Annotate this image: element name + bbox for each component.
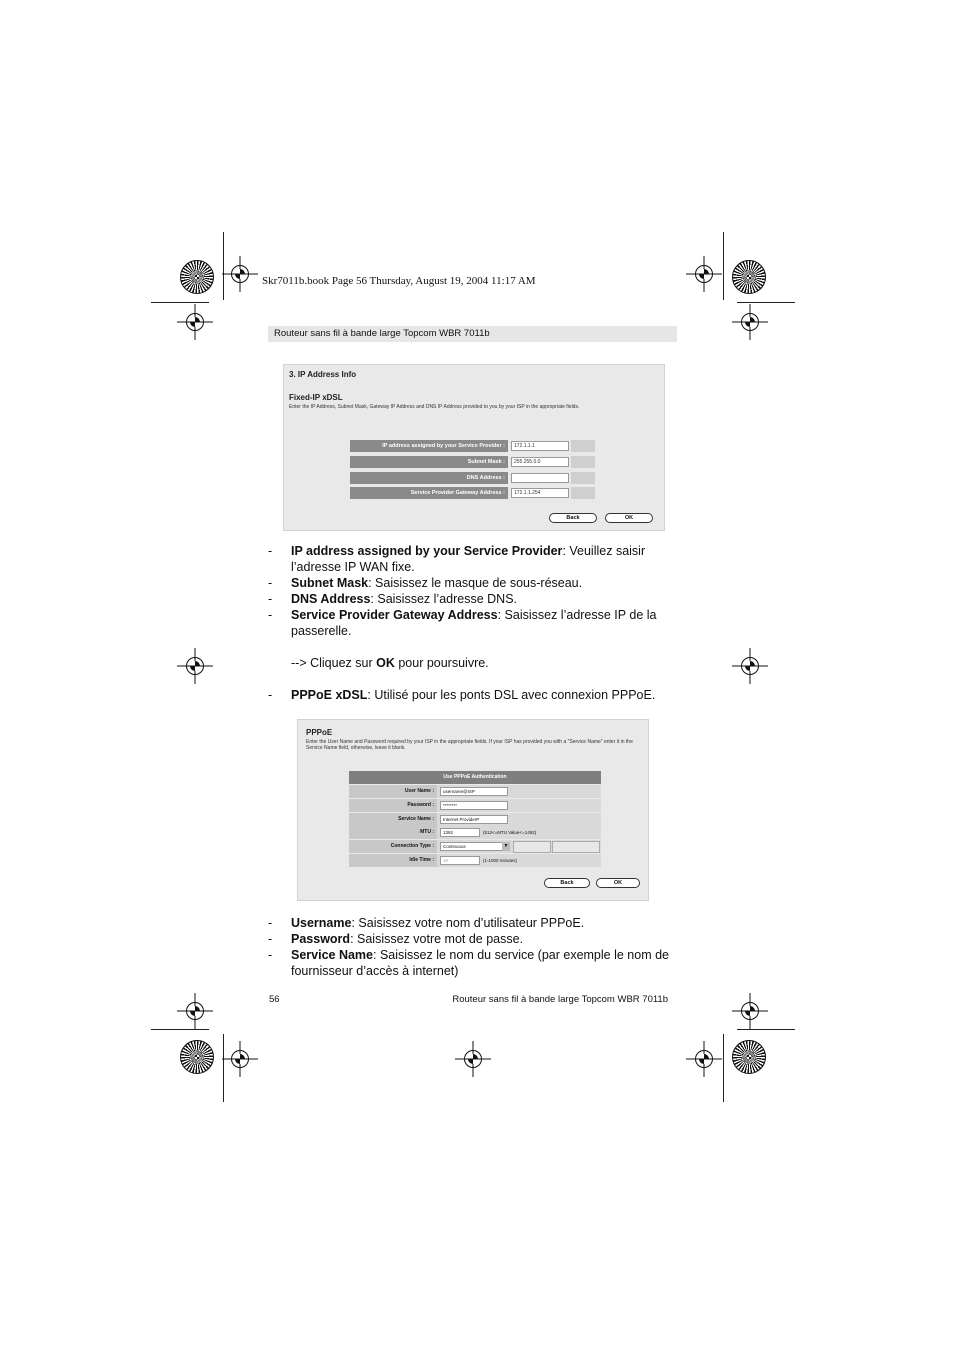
field-label: Subnet Mask : xyxy=(350,456,508,468)
field-row xyxy=(350,487,595,499)
crop-line xyxy=(737,1029,795,1030)
table-row xyxy=(349,785,601,798)
field-label: Service Provider Gateway Address : xyxy=(350,487,508,499)
bullet-dash: - xyxy=(268,948,273,962)
subtitle: Fixed-IP xDSL xyxy=(289,393,343,402)
term-desc: : Saisissez votre nom d’utilisateur PPPoE. xyxy=(351,916,585,930)
pppoe-description: Enter the User Name and Password required by your ISP in the appropriate fields. If your ISP has provided you with a "Service Name" enter it in the Service Name field, otherwise, leave it blank. xyxy=(306,739,633,751)
term: DNS Address xyxy=(291,592,371,606)
list-item xyxy=(291,607,681,639)
bullet-dash: - xyxy=(268,544,273,558)
ok-button[interactable]: OK xyxy=(605,513,653,523)
row-tail xyxy=(571,487,595,499)
term: Subnet Mask xyxy=(291,576,369,590)
fixed-ip-screenshot xyxy=(283,364,665,531)
registration-mark xyxy=(741,1002,759,1020)
bullet-dash: - xyxy=(268,932,273,946)
term-desc: : Saisissez votre mot de passe. xyxy=(350,932,524,946)
back-button[interactable]: Back xyxy=(544,878,590,888)
field-label: IP address assigned by your Service Provider : xyxy=(350,440,508,452)
section-title: 3. IP Address Info xyxy=(289,370,357,379)
term-desc: : Saisissez le nom du service (par exemple le nom de fournisseur d’accès à internet) xyxy=(291,948,669,978)
list-item xyxy=(291,543,681,575)
mtu-note: (512<=MTU Value<=1492) xyxy=(483,830,537,835)
crop-line xyxy=(151,302,209,303)
color-wheel-mark xyxy=(732,1040,766,1074)
connection-type-select[interactable]: Continuous xyxy=(440,842,510,851)
term: Username xyxy=(291,916,352,930)
click-instruction xyxy=(291,655,681,671)
color-wheel-mark xyxy=(180,260,214,294)
back-button[interactable]: Back xyxy=(549,513,597,523)
term-desc: : Saisissez le masque de sous-réseau. xyxy=(368,576,583,590)
click-post: pour poursuivre. xyxy=(394,656,489,670)
mtu-input[interactable]: 1392 xyxy=(440,828,480,837)
service-name-input[interactable]: Internet ProviderP xyxy=(440,815,508,824)
bullet-dash: - xyxy=(268,592,273,606)
registration-mark xyxy=(186,313,204,331)
field-label: DNS Address : xyxy=(350,472,508,484)
bullet-dash: - xyxy=(268,608,273,622)
list-item xyxy=(291,931,681,947)
crop-line xyxy=(223,232,224,300)
dns-address-input[interactable] xyxy=(511,473,569,483)
bullet-dash: - xyxy=(268,688,273,702)
term-desc: : Utilisé pour les ponts DSL avec connexion PPPoE. xyxy=(367,688,656,702)
registration-mark xyxy=(186,657,204,675)
crop-line xyxy=(723,1034,724,1102)
registration-mark xyxy=(231,265,249,283)
field-row xyxy=(350,456,595,468)
registration-mark xyxy=(741,657,759,675)
description: Enter the IP Address, Subnet Mask, Gateway IP Address and DNS IP Address provided to you by your ISP in the appropriate fields. xyxy=(289,404,580,410)
row-label: Connection Type : xyxy=(349,840,437,853)
idle-time-input[interactable]: 10 xyxy=(440,856,480,865)
field-row xyxy=(350,472,595,484)
registration-mark xyxy=(695,265,713,283)
registration-mark xyxy=(186,1002,204,1020)
password-input[interactable]: ******** xyxy=(440,801,508,810)
term: IP address assigned by your Service Provider xyxy=(291,544,563,558)
table-row xyxy=(349,854,601,867)
running-header xyxy=(268,326,677,342)
row-label: Service Name : xyxy=(349,813,437,826)
row-tail xyxy=(571,440,595,452)
ok-button[interactable]: OK xyxy=(596,878,640,888)
registration-mark xyxy=(695,1050,713,1068)
table-row xyxy=(349,813,601,826)
registration-mark xyxy=(464,1050,482,1068)
table-row xyxy=(349,826,601,839)
row-tail xyxy=(571,456,595,468)
click-ok: OK xyxy=(376,656,395,670)
term: Service Provider Gateway Address xyxy=(291,608,498,622)
crop-line xyxy=(737,302,795,303)
crop-line xyxy=(151,1029,209,1030)
row-label: Password : xyxy=(349,799,437,812)
color-wheel-mark xyxy=(180,1040,214,1074)
table-header-text: Use PPPoE Authentication xyxy=(443,774,507,780)
idle-time-note: (1-1000 minutes) xyxy=(483,858,518,863)
table-row xyxy=(349,840,601,853)
row-tail xyxy=(571,472,595,484)
list-item xyxy=(291,947,681,979)
running-footer: Routeur sans fil à bande large Topcom WBR 7011b xyxy=(452,994,668,1005)
bullet-dash: - xyxy=(268,916,273,930)
bullet-dash: - xyxy=(268,576,273,590)
running-header-text: Routeur sans fil à bande large Topcom WBR 7011b xyxy=(274,328,490,339)
term-desc: : Saisissez l’adresse DNS. xyxy=(370,592,517,606)
color-wheel-mark xyxy=(732,260,766,294)
list-item xyxy=(291,915,681,931)
page-number: 56 xyxy=(269,994,280,1005)
table-header xyxy=(349,771,601,784)
registration-mark xyxy=(741,313,759,331)
row-label: MTU : xyxy=(349,826,437,839)
field-row xyxy=(350,440,595,452)
list-item xyxy=(291,687,681,703)
table-row xyxy=(349,799,601,812)
chevron-down-icon[interactable]: ▼ xyxy=(503,843,509,849)
book-info-line: Skr7011b.book Page 56 Thursday, August 19, 2004 11:17 AM xyxy=(262,275,536,287)
connect-button[interactable] xyxy=(513,841,551,853)
subnet-mask-input[interactable]: 255.255.0.0 xyxy=(511,457,569,467)
registration-mark xyxy=(231,1050,249,1068)
crop-line xyxy=(723,232,724,300)
click-pre: --> Cliquez sur xyxy=(291,656,377,670)
crop-line xyxy=(223,1034,224,1102)
ip-address-input[interactable]: 172.1.1.1 xyxy=(511,441,569,451)
list-item xyxy=(291,591,681,607)
username-input[interactable]: username@ISP xyxy=(440,787,508,796)
pppoe-title: PPPoE xyxy=(306,728,333,737)
term: PPPoE xDSL xyxy=(291,688,368,702)
term-desc: : Veuillez saisir l’adresse IP WAN fixe. xyxy=(291,544,646,574)
row-label: User Name : xyxy=(349,785,437,798)
disconnect-button[interactable] xyxy=(552,841,600,853)
row-label: Idle Time : xyxy=(349,854,437,867)
term-desc: : Saisissez l’adresse IP de la passerelle. xyxy=(291,608,657,638)
list-item xyxy=(291,575,681,591)
gateway-address-input[interactable]: 172.1.1.254 xyxy=(511,488,569,498)
term: Service Name xyxy=(291,948,374,962)
term: Password xyxy=(291,932,351,946)
